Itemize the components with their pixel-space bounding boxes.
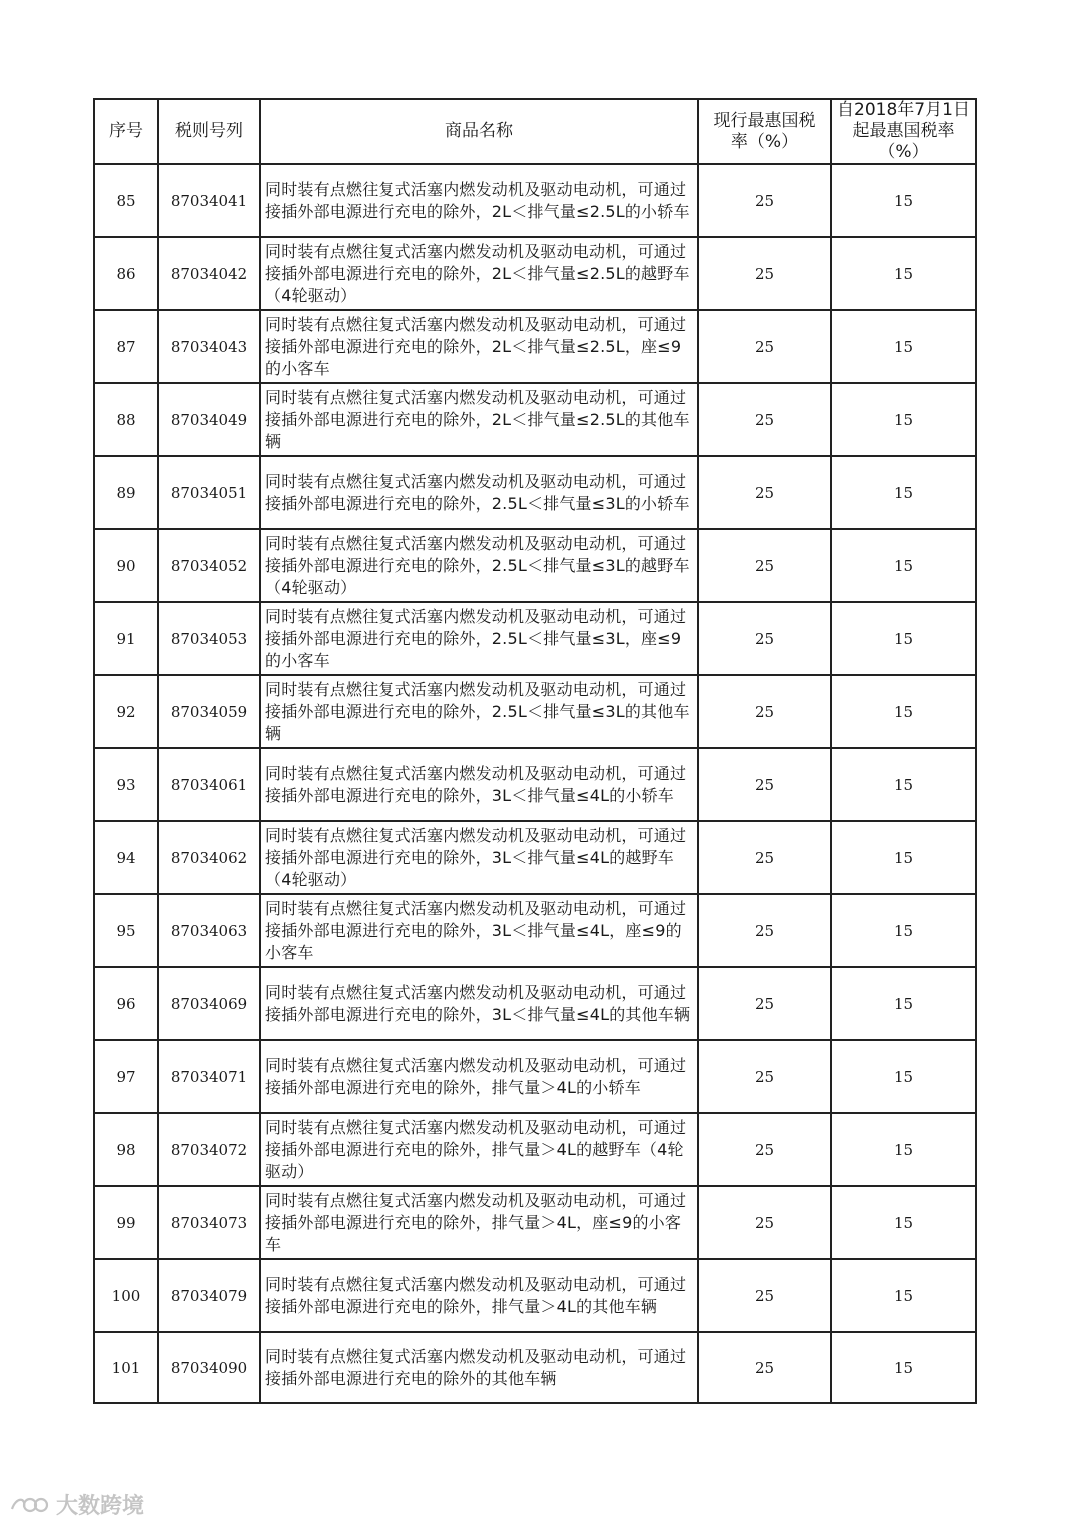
cell-new-rate: 15 xyxy=(831,310,976,383)
cell-name: 同时装有点燃往复式活塞内燃发动机及驱动电动机，可通过接插外部电源进行充电的除外，3L＜排气量≤4L的其他车辆 xyxy=(260,967,698,1040)
table-row xyxy=(94,1332,976,1403)
table-row xyxy=(94,529,976,602)
cell-current-rate: 25 xyxy=(698,967,831,1040)
cell-name: 同时装有点燃往复式活塞内燃发动机及驱动电动机，可通过接插外部电源进行充电的除外，2L＜排气量≤2.5L的越野车（4轮驱动） xyxy=(260,237,698,310)
cell-code: 87034072 xyxy=(158,1113,260,1186)
cell-seq: 86 xyxy=(94,237,158,310)
cell-name: 同时装有点燃往复式活塞内燃发动机及驱动电动机，可通过接插外部电源进行充电的除外，排气量＞4L的小轿车 xyxy=(260,1040,698,1113)
cell-current-rate: 25 xyxy=(698,675,831,748)
cell-seq: 91 xyxy=(94,602,158,675)
cell-name: 同时装有点燃往复式活塞内燃发动机及驱动电动机，可通过接插外部电源进行充电的除外，2L＜排气量≤2.5L的小轿车 xyxy=(260,164,698,237)
cell-code: 87034061 xyxy=(158,748,260,821)
cell-seq: 89 xyxy=(94,456,158,529)
cell-seq: 97 xyxy=(94,1040,158,1113)
cell-code: 87034073 xyxy=(158,1186,260,1259)
header-code: 税则号列 xyxy=(158,99,260,164)
header-name: 商品名称 xyxy=(260,99,698,164)
cell-code: 87034043 xyxy=(158,310,260,383)
table-row xyxy=(94,821,976,894)
cell-name: 同时装有点燃往复式活塞内燃发动机及驱动电动机，可通过接插外部电源进行充电的除外，排气量＞4L，座≤9的小客车 xyxy=(260,1186,698,1259)
cell-new-rate: 15 xyxy=(831,748,976,821)
brand-logo-icon xyxy=(8,1493,52,1517)
cell-code: 87034079 xyxy=(158,1259,260,1332)
cell-seq: 99 xyxy=(94,1186,158,1259)
table-row xyxy=(94,675,976,748)
cell-code: 87034063 xyxy=(158,894,260,967)
cell-current-rate: 25 xyxy=(698,456,831,529)
cell-current-rate: 25 xyxy=(698,602,831,675)
cell-current-rate: 25 xyxy=(698,1040,831,1113)
cell-new-rate: 15 xyxy=(831,456,976,529)
cell-current-rate: 25 xyxy=(698,1259,831,1332)
table-row xyxy=(94,748,976,821)
cell-new-rate: 15 xyxy=(831,602,976,675)
cell-seq: 98 xyxy=(94,1113,158,1186)
cell-current-rate: 25 xyxy=(698,1186,831,1259)
cell-name: 同时装有点燃往复式活塞内燃发动机及驱动电动机，可通过接插外部电源进行充电的除外，排气量＞4L的其他车辆 xyxy=(260,1259,698,1332)
cell-code: 87034069 xyxy=(158,967,260,1040)
cell-name: 同时装有点燃往复式活塞内燃发动机及驱动电动机，可通过接插外部电源进行充电的除外，3L＜排气量≤4L的越野车（4轮驱动） xyxy=(260,821,698,894)
table-row xyxy=(94,164,976,237)
cell-new-rate: 15 xyxy=(831,1186,976,1259)
header-current-rate: 现行最惠国税 率（%） xyxy=(698,99,831,164)
cell-current-rate: 25 xyxy=(698,748,831,821)
cell-name: 同时装有点燃往复式活塞内燃发动机及驱动电动机，可通过接插外部电源进行充电的除外，2.5L＜排气量≤3L，座≤9的小客车 xyxy=(260,602,698,675)
cell-seq: 100 xyxy=(94,1259,158,1332)
cell-code: 87034071 xyxy=(158,1040,260,1113)
cell-seq: 96 xyxy=(94,967,158,1040)
watermark-text: 大数跨境 xyxy=(56,1494,145,1519)
table-row xyxy=(94,1040,976,1113)
table-row xyxy=(94,1113,976,1186)
table-row xyxy=(94,967,976,1040)
tariff-table xyxy=(93,98,977,1404)
cell-new-rate: 15 xyxy=(831,383,976,456)
cell-seq: 92 xyxy=(94,675,158,748)
cell-new-rate: 15 xyxy=(831,164,976,237)
cell-seq: 87 xyxy=(94,310,158,383)
cell-current-rate: 25 xyxy=(698,237,831,310)
cell-name: 同时装有点燃往复式活塞内燃发动机及驱动电动机，可通过接插外部电源进行充电的除外，2.5L＜排气量≤3L的小轿车 xyxy=(260,456,698,529)
table-body xyxy=(94,164,976,1403)
cell-current-rate: 25 xyxy=(698,164,831,237)
cell-code: 87034062 xyxy=(158,821,260,894)
cell-name: 同时装有点燃往复式活塞内燃发动机及驱动电动机，可通过接插外部电源进行充电的除外的其他车辆 xyxy=(260,1332,698,1403)
cell-new-rate: 15 xyxy=(831,1040,976,1113)
table-row xyxy=(94,1259,976,1332)
cell-seq: 101 xyxy=(94,1332,158,1403)
header-seq: 序号 xyxy=(94,99,158,164)
header-new-rate: 自2018年7月1日 起最惠国税率 （%） xyxy=(831,99,976,164)
cell-new-rate: 15 xyxy=(831,967,976,1040)
cell-code: 87034041 xyxy=(158,164,260,237)
table-row xyxy=(94,894,976,967)
table-row xyxy=(94,602,976,675)
cell-code: 87034090 xyxy=(158,1332,260,1403)
cell-seq: 88 xyxy=(94,383,158,456)
cell-name: 同时装有点燃往复式活塞内燃发动机及驱动电动机，可通过接插外部电源进行充电的除外，2.5L＜排气量≤3L的越野车（4轮驱动） xyxy=(260,529,698,602)
cell-current-rate: 25 xyxy=(698,310,831,383)
cell-seq: 90 xyxy=(94,529,158,602)
table-row xyxy=(94,383,976,456)
cell-current-rate: 25 xyxy=(698,383,831,456)
cell-name: 同时装有点燃往复式活塞内燃发动机及驱动电动机，可通过接插外部电源进行充电的除外，2.5L＜排气量≤3L的其他车辆 xyxy=(260,675,698,748)
cell-seq: 93 xyxy=(94,748,158,821)
cell-new-rate: 15 xyxy=(831,821,976,894)
cell-code: 87034051 xyxy=(158,456,260,529)
cell-new-rate: 15 xyxy=(831,237,976,310)
cell-new-rate: 15 xyxy=(831,1332,976,1403)
cell-seq: 85 xyxy=(94,164,158,237)
cell-code: 87034052 xyxy=(158,529,260,602)
cell-name: 同时装有点燃往复式活塞内燃发动机及驱动电动机，可通过接插外部电源进行充电的除外，2L＜排气量≤2.5L，座≤9的小客车 xyxy=(260,310,698,383)
cell-name: 同时装有点燃往复式活塞内燃发动机及驱动电动机，可通过接插外部电源进行充电的除外，排气量＞4L的越野车（4轮驱动） xyxy=(260,1113,698,1186)
table-header-row xyxy=(94,99,976,164)
cell-new-rate: 15 xyxy=(831,675,976,748)
cell-code: 87034053 xyxy=(158,602,260,675)
cell-seq: 95 xyxy=(94,894,158,967)
cell-current-rate: 25 xyxy=(698,529,831,602)
cell-code: 87034059 xyxy=(158,675,260,748)
cell-name: 同时装有点燃往复式活塞内燃发动机及驱动电动机，可通过接插外部电源进行充电的除外，3L＜排气量≤4L的小轿车 xyxy=(260,748,698,821)
table-row xyxy=(94,456,976,529)
cell-current-rate: 25 xyxy=(698,1113,831,1186)
table-row xyxy=(94,237,976,310)
cell-new-rate: 15 xyxy=(831,529,976,602)
cell-current-rate: 25 xyxy=(698,1332,831,1403)
watermark xyxy=(8,1489,144,1520)
cell-seq: 94 xyxy=(94,821,158,894)
cell-code: 87034042 xyxy=(158,237,260,310)
cell-new-rate: 15 xyxy=(831,1259,976,1332)
cell-code: 87034049 xyxy=(158,383,260,456)
cell-name: 同时装有点燃往复式活塞内燃发动机及驱动电动机，可通过接插外部电源进行充电的除外，2L＜排气量≤2.5L的其他车辆 xyxy=(260,383,698,456)
table-row xyxy=(94,310,976,383)
cell-current-rate: 25 xyxy=(698,894,831,967)
cell-name: 同时装有点燃往复式活塞内燃发动机及驱动电动机，可通过接插外部电源进行充电的除外，3L＜排气量≤4L，座≤9的小客车 xyxy=(260,894,698,967)
cell-new-rate: 15 xyxy=(831,1113,976,1186)
cell-current-rate: 25 xyxy=(698,821,831,894)
table-row xyxy=(94,1186,976,1259)
cell-new-rate: 15 xyxy=(831,894,976,967)
